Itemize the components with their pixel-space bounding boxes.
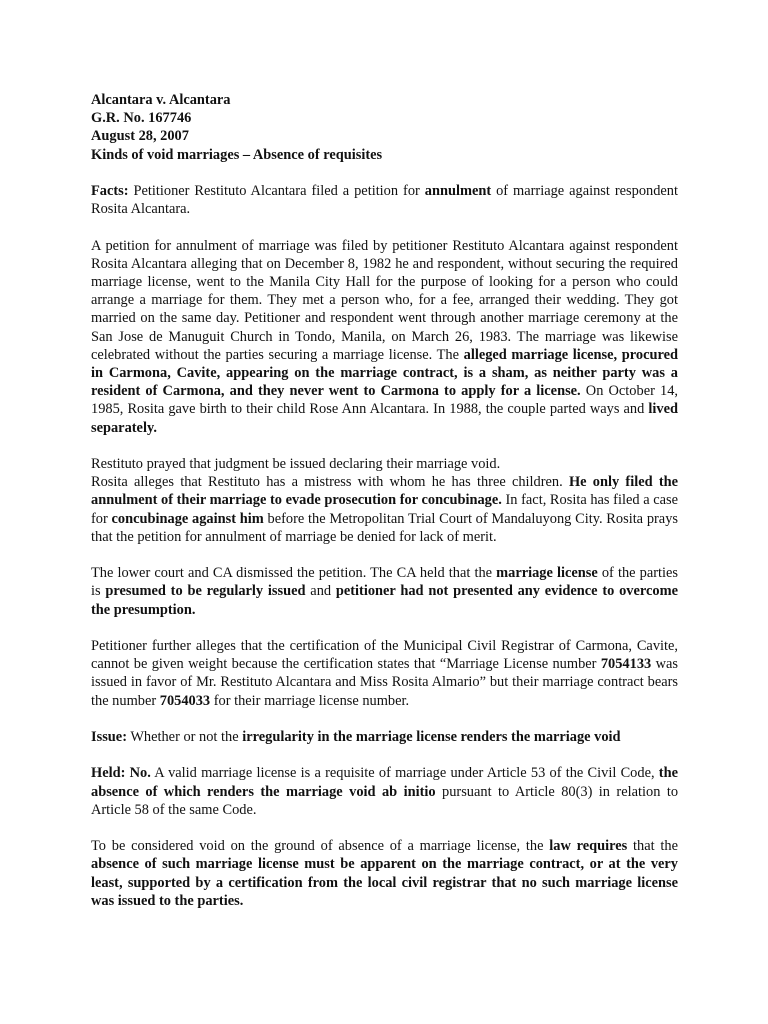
bold-text: lived separately. [91, 401, 678, 436]
bold-text: irregularity in the marriage license renders the marriage void [242, 729, 621, 746]
text-run: Petitioner Restituto Alcantara filed a petition for [128, 183, 425, 199]
bold-text: annulment [424, 183, 492, 199]
paragraph-rosita [91, 473, 678, 546]
text-run: and [305, 583, 336, 600]
case-title: Alcantara v. Alcantara [91, 92, 231, 108]
text-run: Petitioner further alleges that the certification of the Municipal Civil Registrar of Carmona, Cavite, cannot be given weight because the certification states that “Marriage License number [91, 638, 678, 673]
text-run: was issued in favor of Mr. Restituto Alcantara and Miss Rosita Almario” but their marriage contract bears the number [91, 656, 678, 709]
header-spacer [91, 164, 678, 182]
bold-text: absence of such marriage license must be apparent on the marriage contract, or at the very least, supported by a certification from the local civil registrar that no such marriage license was issued to the parties. [91, 856, 678, 909]
gr-number: G.R. No. 167746 [91, 110, 192, 127]
bold-text: alleged marriage license, procured in Carmona, Cavite, appearing on the marriage contract, is a sham, as neither party was a resident of Carmona, and they never went to Carmona to apply for a license. [91, 346, 678, 400]
bold-text: 7054033 [159, 692, 211, 709]
document-body [91, 182, 678, 910]
text-run: of marriage against respondent Rosita Alcantara. [91, 183, 679, 218]
bold-text: marriage license [496, 565, 598, 582]
bold-text: presumed to be regularly issued [105, 583, 306, 600]
bold-text: 7054133 [600, 656, 652, 673]
paragraph-facts [91, 182, 678, 218]
text-run: Restituto prayed that judgment be issued declaring their marriage void. [91, 456, 501, 473]
paragraph-requirement [91, 837, 678, 910]
text-run: for their marriage license number. [210, 692, 410, 709]
text-run: of the parties is [91, 565, 678, 600]
case-header [91, 91, 678, 164]
text-run: pursuant to Article 80(3) in relation to Article 58 of the same Code. [91, 783, 679, 818]
paragraph-lower-court [91, 564, 678, 619]
paragraph-certification [91, 637, 678, 710]
bold-text: law requires [549, 838, 628, 855]
case-topic: Kinds of void marriages – Absence of requisites [91, 146, 383, 163]
paragraph-held [91, 764, 678, 819]
paragraph-prayer [91, 455, 678, 473]
bold-text: Facts: [91, 183, 129, 199]
bold-text: Issue: [91, 729, 127, 746]
text-run: The lower court and CA dismissed the petition. The CA held that the [91, 565, 497, 582]
decision-date: August 28, 2007 [91, 128, 189, 145]
text-run: before the Metropolitan Trial Court of Mandaluyong City. Rosita prays that the petition for annulment of marriage be denied for lack of merit. [91, 510, 678, 545]
text-run: On October 14, 1985, Rosita gave birth to their child Rose Ann Alcantara. In 1988, the couple parted ways and [91, 383, 679, 418]
text-run: A petition for annulment of marriage was filed by petitioner Restituto Alcantara against respondent Rosita Alcantara alleging that on December 8, 1982 he and respondent, without securing the required marriage license, went to the Manila City Hall for the purpose of looking for a person who could arrange a marriage for them. They met a person who, for a fee, arranged their wedding. They got married on the same day. Petitioner and respondent went through another marriage ceremony at the San Jose de Manuguit Church in Tondo, Manila, on March 26, 1983. The marriage was likewise celebrated without the parties securing a marriage license. The [91, 237, 678, 363]
paragraph-issue [91, 728, 678, 746]
bold-text: He only filed the annulment of their marriage to evade prosecution for concubinage. [91, 474, 679, 509]
bold-text: Held: No. [91, 765, 151, 782]
text-run: Rosita alleges that Restituto has a mistress with whom he has three children. [91, 474, 569, 491]
bold-text: petitioner had not presented any evidence to overcome the presumption. [91, 583, 678, 618]
text-run: In fact, Rosita has filed a case for [91, 492, 678, 527]
bold-text: the absence of which renders the marriage void ab initio [91, 765, 678, 800]
paragraph-narrative [91, 237, 678, 437]
text-run: that the [627, 838, 678, 855]
bold-text: concubinage against him [111, 510, 264, 527]
text-run: A valid marriage license is a requisite of marriage under Article 53 of the Civil Code, [150, 765, 659, 782]
text-run: Whether or not the [126, 729, 243, 746]
text-run: To be considered void on the ground of absence of a marriage license, the [91, 838, 550, 855]
